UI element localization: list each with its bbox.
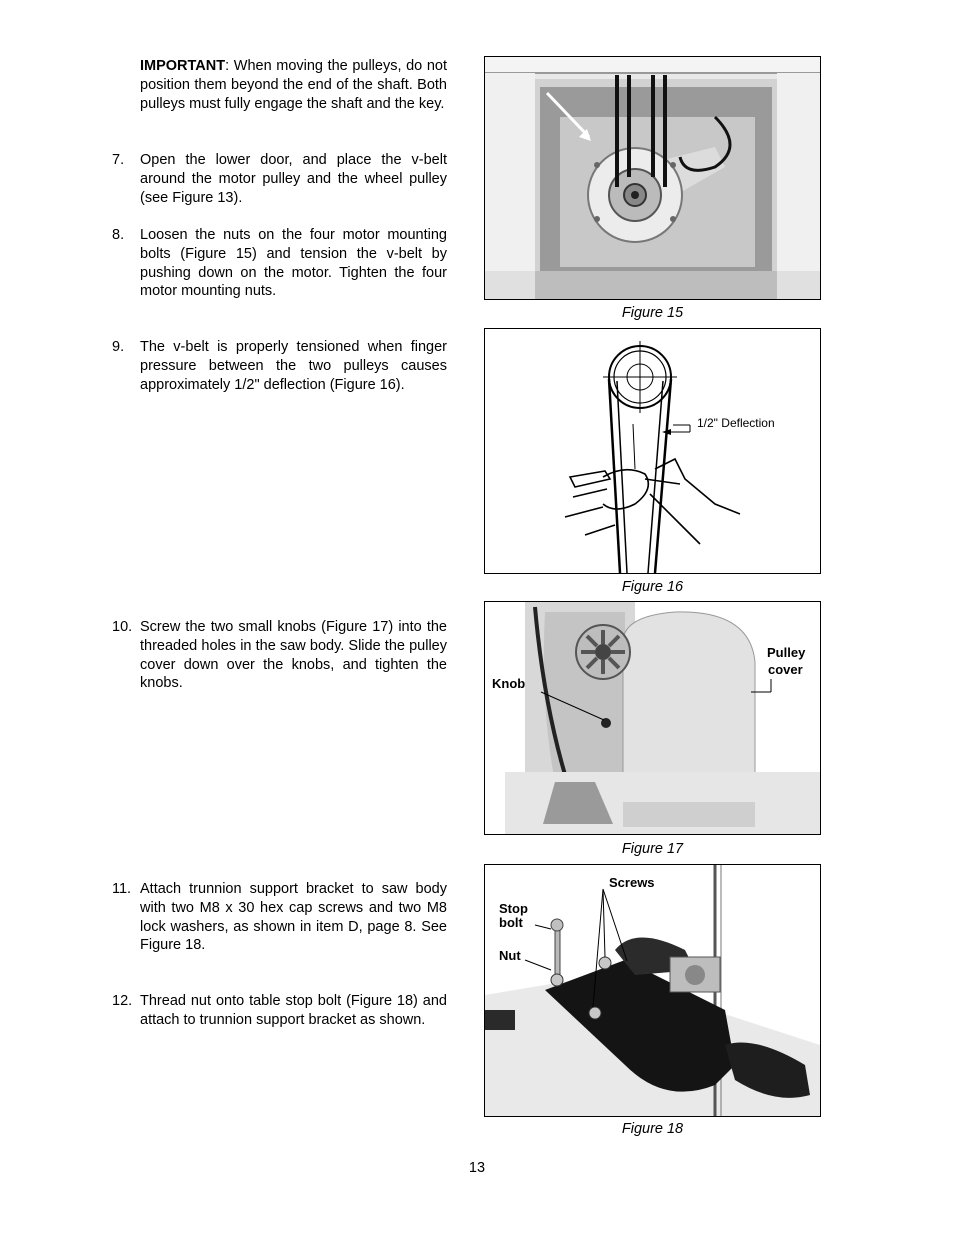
- step-number: 7.: [112, 152, 125, 168]
- page-number: 13: [468, 1160, 486, 1176]
- step-text: Loosen the nuts on the four motor mounting bolts (Figure 15) and tension the v-belt by pushing down on the motor. Tighten the four motor mounting nuts.: [140, 227, 447, 300]
- important-note: [140, 57, 447, 113]
- figure-15-caption: Figure 15: [621, 305, 684, 321]
- step-number: 9.: [112, 339, 125, 355]
- figure-17-label: Pulley: [767, 645, 806, 660]
- step-text: The v-belt is properly tensioned when finger pressure between the two pulleys causes approximately 1/2" deflection (Figure 16).: [140, 339, 447, 393]
- step-number: 10.: [112, 619, 133, 635]
- important-text: : When moving the pulleys, do not position them beyond the end of the shaft. Both pulleys must fully engage the shaft and the key.: [140, 58, 447, 112]
- figure-17-label: Knob: [492, 676, 526, 691]
- figure-18-label: Stop: [499, 901, 528, 916]
- figure-15-image: [484, 56, 821, 300]
- figure-16-image: [484, 328, 821, 574]
- step-text: Attach trunnion support bracket to saw body with two M8 x 30 hex cap screws and two M8 lock washers, as shown in item D, page 8. See Figure 18.: [140, 881, 447, 954]
- step-text: Open the lower door, and place the v-belt around the motor pulley and the wheel pulley (see Figure 13).: [140, 152, 447, 206]
- figure-16-label: 1/2" Deflection: [697, 416, 775, 430]
- figure-17-label: cover: [768, 662, 803, 677]
- figure-18-label: Nut: [499, 948, 521, 963]
- step-text: Screw the two small knobs (Figure 17) into the threaded holes in the saw body. Slide the pulley cover down over the knobs, and tighten the knobs.: [140, 619, 447, 692]
- figure-18-caption: Figure 18: [621, 1121, 684, 1137]
- step-number: 8.: [112, 227, 125, 243]
- figure-18-label: bolt: [499, 915, 523, 930]
- figure-17-caption: Figure 17: [621, 841, 684, 857]
- step-text: Thread nut onto table stop bolt (Figure 18) and attach to trunnion support bracket as shown.: [140, 993, 447, 1028]
- important-label: IMPORTANT: [140, 58, 226, 74]
- figure-16-caption: Figure 16: [621, 579, 684, 595]
- step-number: 12.: [112, 993, 133, 1009]
- figure-18-image: [484, 864, 821, 1117]
- figure-18-label: Screws: [609, 875, 655, 890]
- step-number: 11.: [112, 881, 132, 897]
- figure-17-image: [484, 601, 821, 835]
